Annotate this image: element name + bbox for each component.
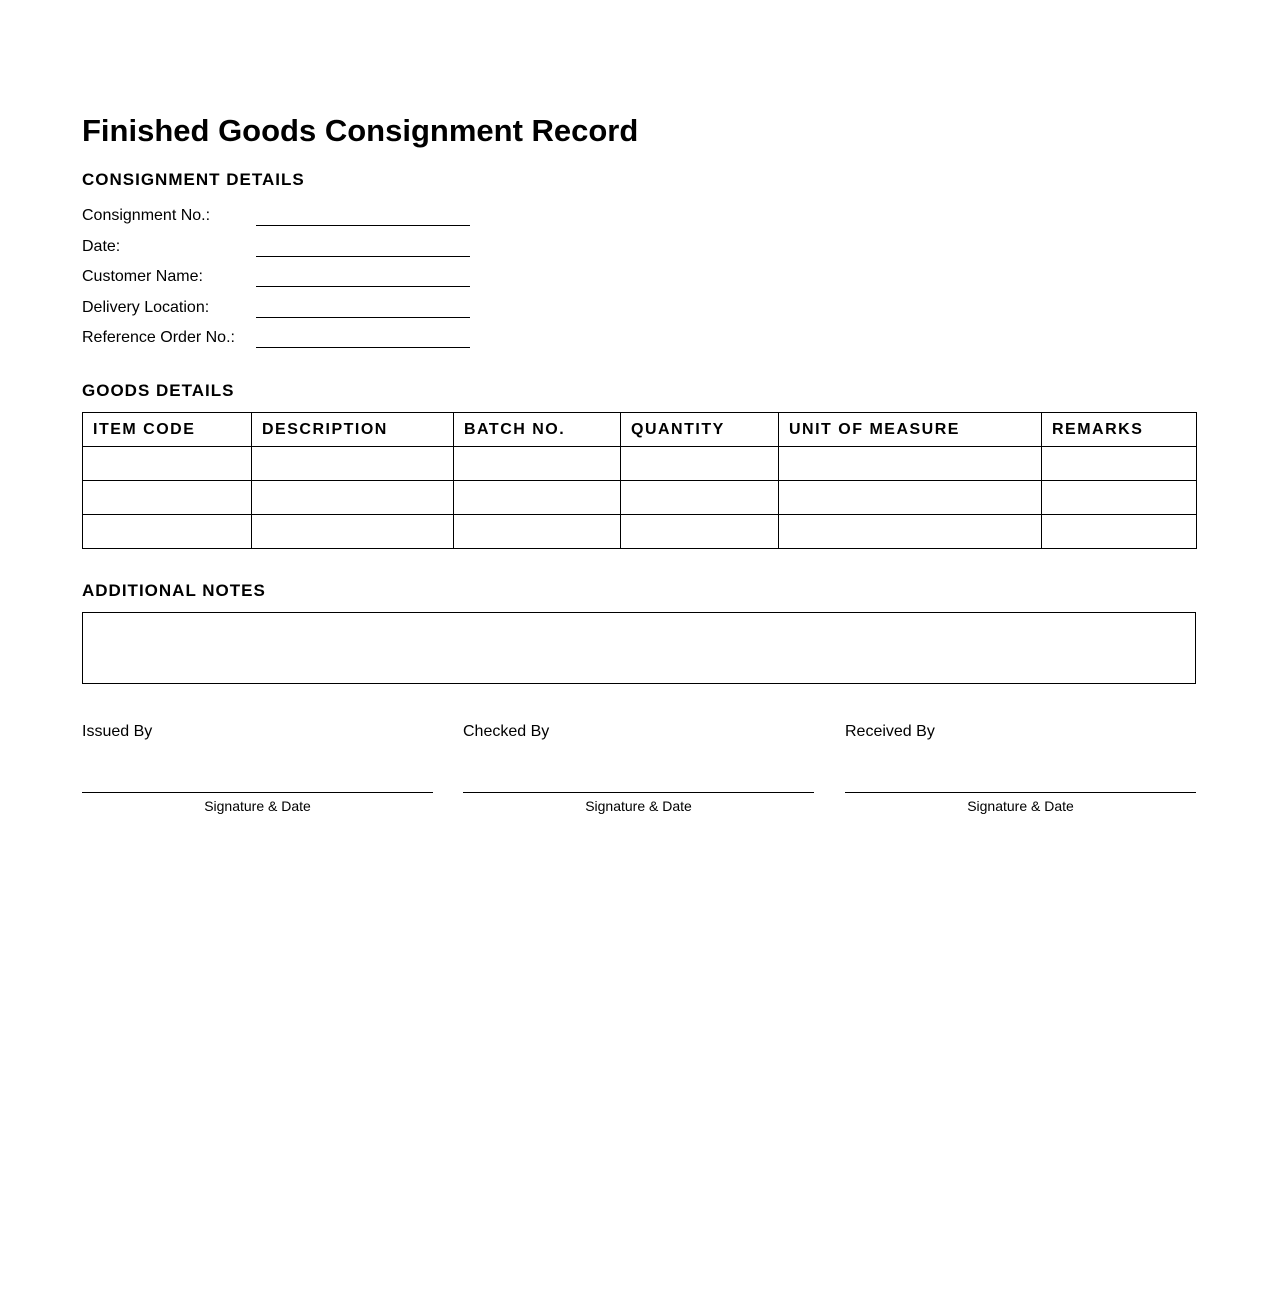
consignment-details-heading: CONSIGNMENT DETAILS	[82, 170, 305, 189]
cell-description[interactable]	[252, 447, 454, 481]
additional-notes-heading: ADDITIONAL NOTES	[82, 581, 266, 600]
received-by-signature-line[interactable]	[845, 792, 1196, 793]
signature-caption: Signature & Date	[967, 798, 1074, 814]
additional-notes-box[interactable]	[82, 612, 1196, 684]
signature-block-received-by	[845, 722, 1196, 822]
signature-role-label: Issued By	[82, 723, 153, 740]
consignment-no-input-line[interactable]	[256, 225, 470, 226]
signature-block-checked-by	[463, 722, 814, 822]
issued-by-signature-line[interactable]	[82, 792, 433, 793]
field-customer-name	[82, 267, 482, 291]
customer-name-input-line[interactable]	[256, 286, 470, 287]
column-header-description: DESCRIPTION	[252, 413, 454, 447]
table-header-row	[83, 413, 1197, 447]
field-date	[82, 237, 482, 261]
field-label: Consignment No.:	[82, 207, 211, 224]
goods-table	[82, 412, 1197, 549]
column-header-unit-of-measure: UNIT OF MEASURE	[779, 413, 1042, 447]
field-label: Delivery Location:	[82, 299, 210, 316]
cell-batch-no[interactable]	[454, 481, 621, 515]
cell-remarks[interactable]	[1042, 447, 1197, 481]
date-input-line[interactable]	[256, 256, 470, 257]
document-title: Finished Goods Consignment Record	[82, 113, 639, 148]
delivery-location-input-line[interactable]	[256, 317, 470, 318]
field-label: Date:	[82, 238, 121, 255]
field-delivery-location	[82, 298, 482, 322]
goods-details-heading: GOODS DETAILS	[82, 381, 235, 400]
cell-unit-of-measure[interactable]	[779, 481, 1042, 515]
signature-caption: Signature & Date	[585, 798, 692, 814]
field-reference-order-no	[82, 328, 482, 352]
field-consignment-no	[82, 206, 482, 230]
cell-quantity[interactable]	[621, 447, 779, 481]
signature-caption: Signature & Date	[204, 798, 311, 814]
signature-block-issued-by	[82, 722, 433, 822]
cell-item-code[interactable]	[83, 447, 252, 481]
column-header-batch-no: BATCH NO.	[454, 413, 621, 447]
cell-unit-of-measure[interactable]	[779, 447, 1042, 481]
cell-quantity[interactable]	[621, 481, 779, 515]
cell-quantity[interactable]	[621, 515, 779, 549]
checked-by-signature-line[interactable]	[463, 792, 814, 793]
column-header-quantity: QUANTITY	[621, 413, 779, 447]
column-header-remarks: REMARKS	[1042, 413, 1197, 447]
cell-item-code[interactable]	[83, 481, 252, 515]
field-label: Customer Name:	[82, 268, 203, 285]
table-row	[83, 447, 1197, 481]
cell-remarks[interactable]	[1042, 481, 1197, 515]
reference-order-no-input-line[interactable]	[256, 347, 470, 348]
field-label: Reference Order No.:	[82, 329, 235, 346]
cell-description[interactable]	[252, 481, 454, 515]
cell-item-code[interactable]	[83, 515, 252, 549]
column-header-item-code: ITEM CODE	[83, 413, 252, 447]
cell-description[interactable]	[252, 515, 454, 549]
table-row	[83, 481, 1197, 515]
cell-unit-of-measure[interactable]	[779, 515, 1042, 549]
table-row	[83, 515, 1197, 549]
cell-batch-no[interactable]	[454, 447, 621, 481]
cell-batch-no[interactable]	[454, 515, 621, 549]
cell-remarks[interactable]	[1042, 515, 1197, 549]
signature-role-label: Checked By	[463, 723, 550, 740]
signature-role-label: Received By	[845, 723, 935, 740]
